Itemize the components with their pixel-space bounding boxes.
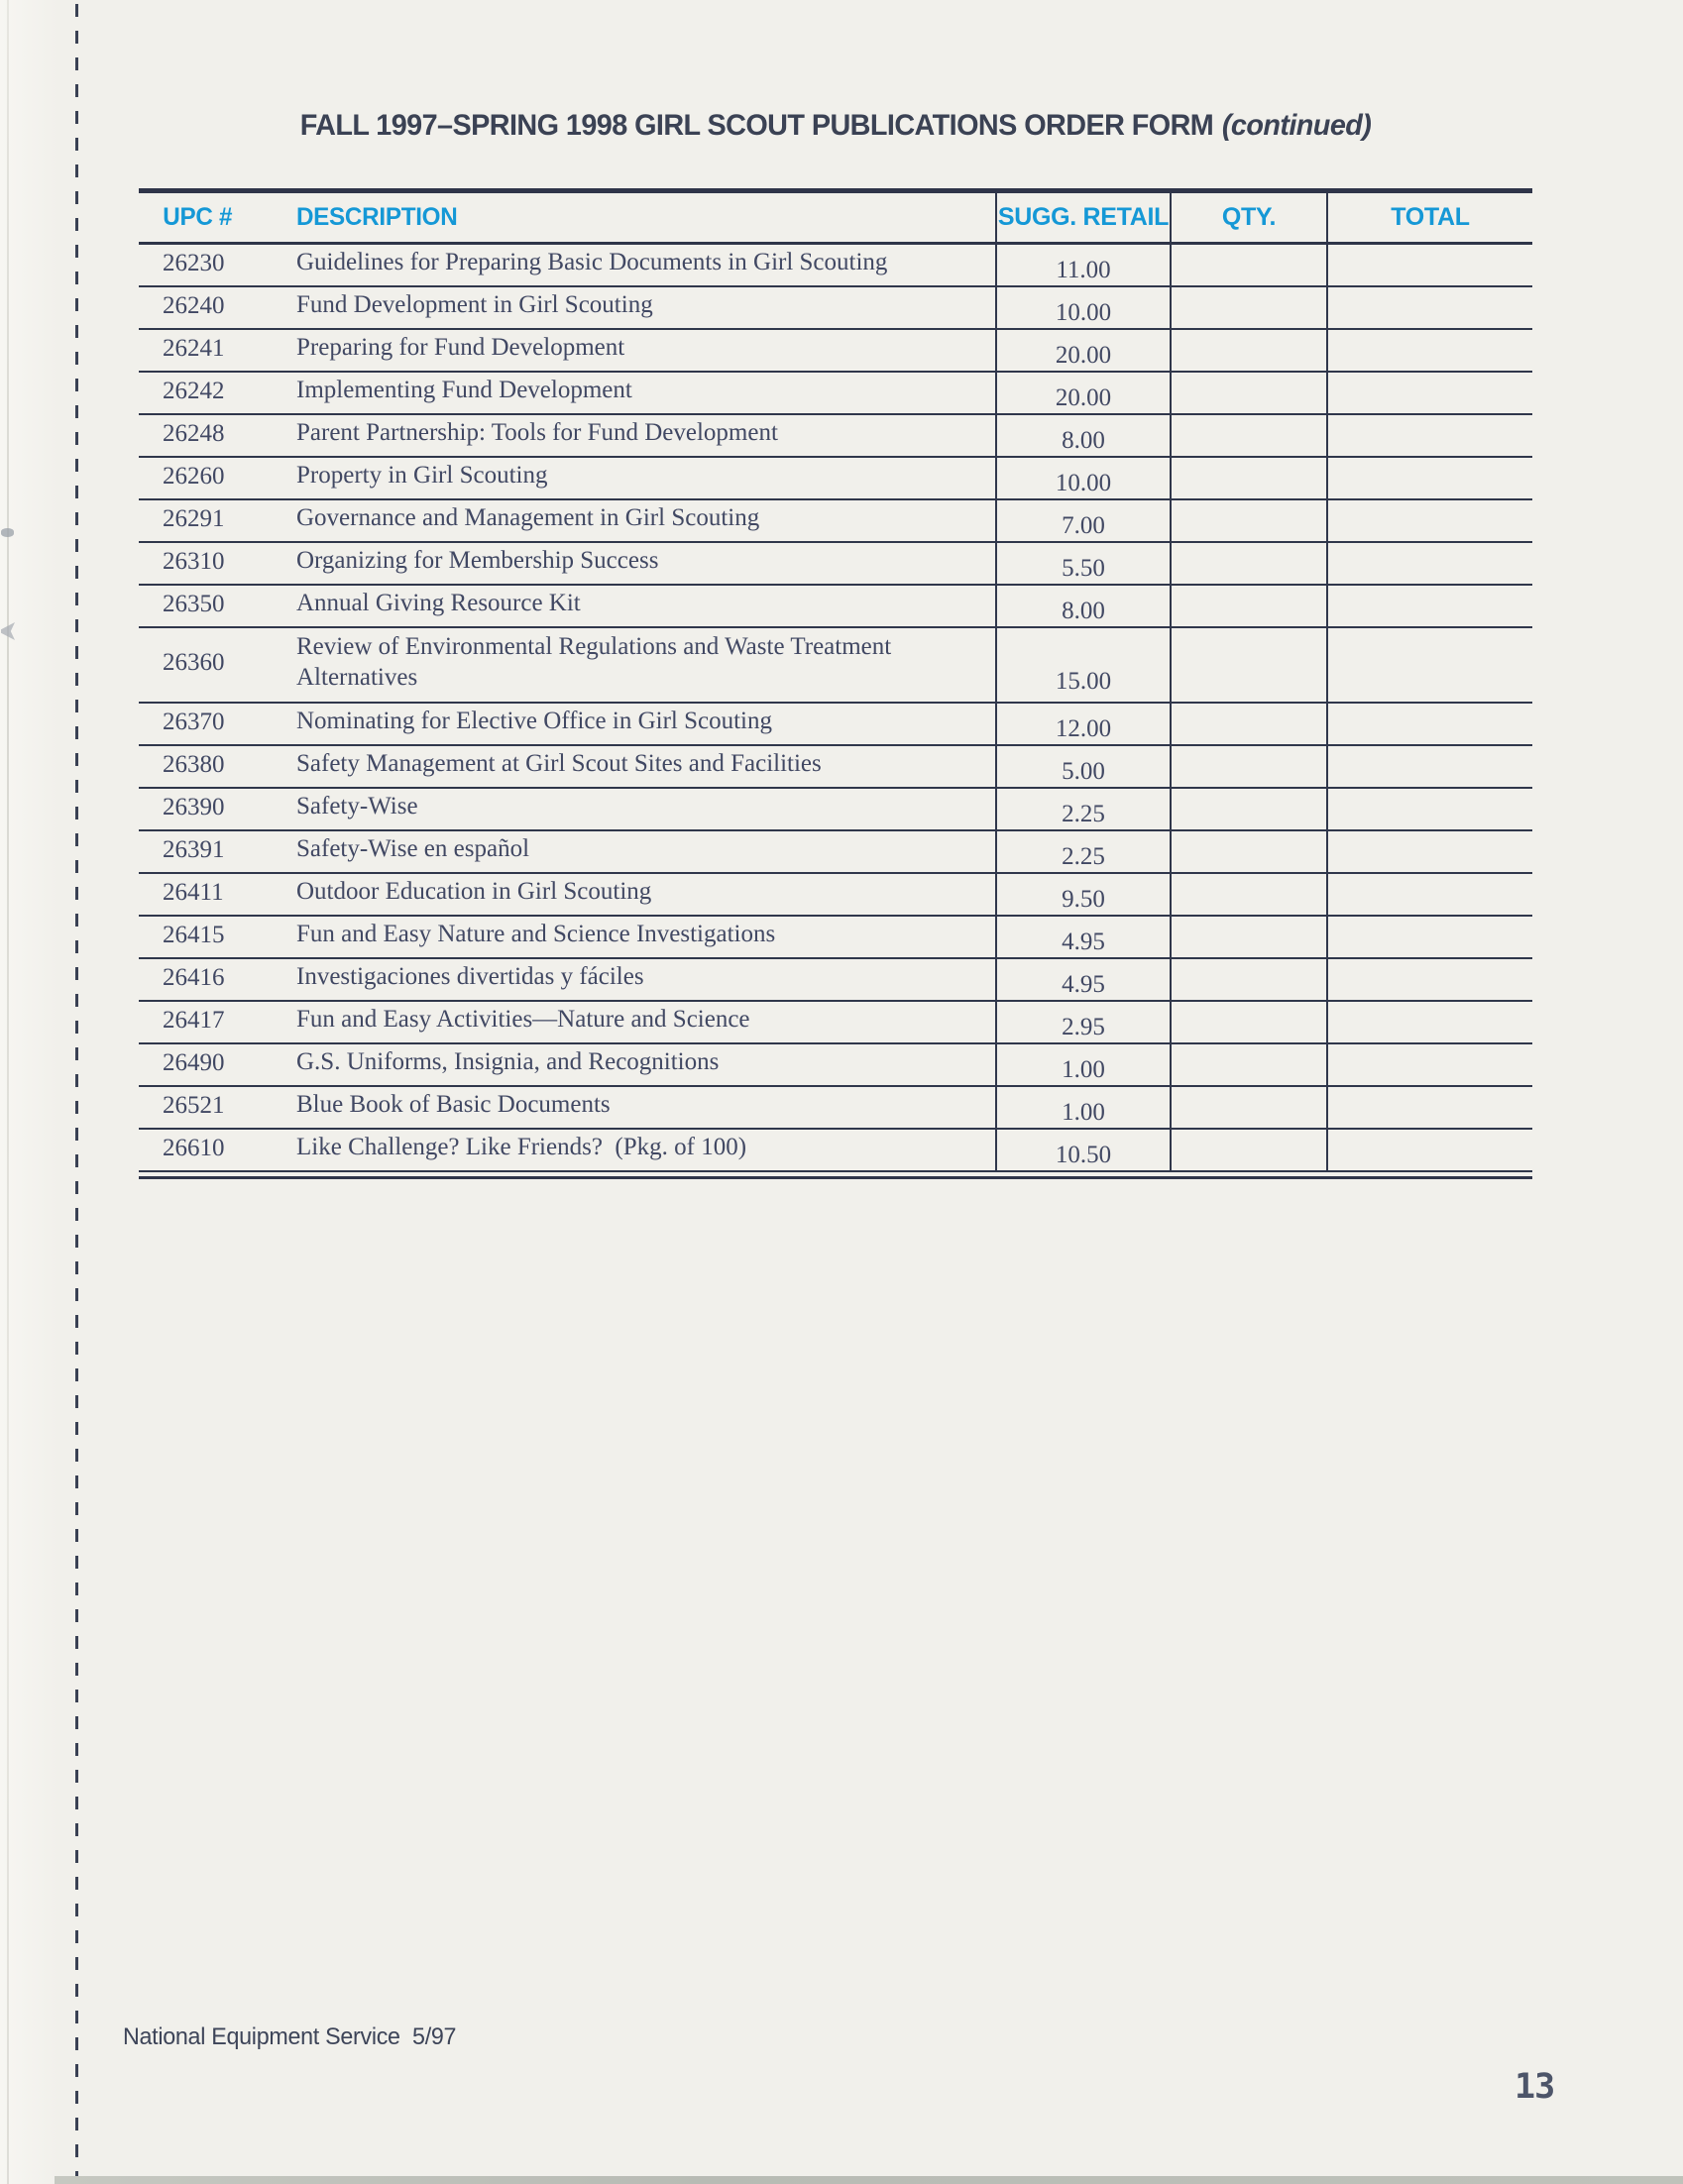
table-row — [139, 831, 1532, 874]
table-row — [139, 330, 1532, 373]
table-row — [139, 628, 1532, 704]
total-cell — [1326, 500, 1532, 541]
total-cell — [1326, 330, 1532, 371]
description-cell: Organizing for Membership Success — [296, 547, 659, 575]
upc-cell: 26248 — [163, 419, 225, 447]
retail-cell: 2.25 — [995, 831, 1170, 872]
page-title — [167, 109, 1505, 143]
table-row — [139, 373, 1532, 415]
description-cell: Safety Management at Girl Scout Sites and Facilities — [296, 750, 822, 778]
total-cell — [1326, 959, 1532, 1000]
scan-artifact — [1, 528, 14, 537]
upc-cell: 26416 — [163, 963, 225, 991]
total-cell — [1326, 415, 1532, 456]
qty-cell — [1170, 500, 1326, 541]
page-title-continued: (continued) — [1221, 109, 1372, 142]
perforation-dashed-line — [75, 4, 78, 2184]
retail-cell: 8.00 — [995, 415, 1170, 456]
description-cell: Governance and Management in Girl Scouting — [296, 504, 760, 532]
retail-cell: 9.50 — [995, 874, 1170, 915]
table-row — [139, 543, 1532, 586]
publications-order-table — [139, 188, 1532, 1179]
upc-cell: 26240 — [163, 291, 225, 319]
retail-cell: 2.25 — [995, 789, 1170, 829]
table-body — [139, 245, 1532, 1172]
qty-cell — [1170, 628, 1326, 702]
qty-cell — [1170, 373, 1326, 413]
upc-cell: 26260 — [163, 462, 225, 490]
upc-cell: 26391 — [163, 835, 225, 863]
table-row — [139, 1087, 1532, 1130]
retail-cell: 2.95 — [995, 1002, 1170, 1042]
table-row — [139, 500, 1532, 543]
qty-cell — [1170, 874, 1326, 915]
description-cell: G.S. Uniforms, Insignia, and Recognitions — [296, 1048, 720, 1076]
upc-cell: 26411 — [163, 878, 224, 906]
total-cell — [1326, 746, 1532, 787]
qty-cell — [1170, 543, 1326, 584]
table-row — [139, 917, 1532, 959]
qty-cell — [1170, 1087, 1326, 1128]
table-row — [139, 586, 1532, 628]
upc-cell: 26380 — [163, 750, 225, 778]
total-cell — [1326, 1130, 1532, 1170]
page-crease-line — [7, 0, 9, 2184]
page-number: 13 — [1515, 2067, 1555, 2107]
total-cell — [1326, 789, 1532, 829]
retail-cell: 15.00 — [995, 628, 1170, 702]
total-cell — [1326, 1044, 1532, 1085]
header-total: TOTAL — [1326, 193, 1532, 242]
upc-cell: 26370 — [163, 708, 225, 735]
qty-cell — [1170, 959, 1326, 1000]
qty-cell — [1170, 458, 1326, 498]
retail-cell: 1.00 — [995, 1044, 1170, 1085]
page-title-main: FALL 1997–SPRING 1998 GIRL SCOUT PUBLICATIONS ORDER FORM — [299, 109, 1214, 142]
header-upc: UPC # — [163, 203, 233, 231]
table-row — [139, 746, 1532, 789]
upc-cell: 26230 — [163, 249, 225, 276]
retail-cell: 12.00 — [995, 704, 1170, 744]
description-cell: Fun and Easy Nature and Science Investigations — [296, 921, 776, 948]
upc-cell: 26241 — [163, 334, 225, 362]
footer-note: National Equipment Service 5/97 — [123, 2023, 457, 2050]
table-row — [139, 874, 1532, 917]
total-cell — [1326, 628, 1532, 702]
total-cell — [1326, 287, 1532, 328]
upc-cell: 26350 — [163, 590, 225, 617]
header-description: DESCRIPTION — [295, 203, 458, 231]
qty-cell — [1170, 287, 1326, 328]
description-cell: Blue Book of Basic Documents — [296, 1091, 611, 1119]
description-cell: Fun and Easy Activities—Nature and Science — [296, 1006, 750, 1034]
description-cell: Parent Partnership: Tools for Fund Development — [296, 419, 778, 447]
retail-cell: 4.95 — [995, 959, 1170, 1000]
header-qty: QTY. — [1170, 193, 1326, 242]
table-row — [139, 704, 1532, 746]
description-cell: Guidelines for Preparing Basic Documents in Girl Scouting — [296, 249, 888, 276]
upc-cell: 26360 — [163, 649, 225, 676]
table-row — [139, 287, 1532, 330]
qty-cell — [1170, 831, 1326, 872]
qty-cell — [1170, 330, 1326, 371]
upc-cell: 26610 — [163, 1134, 225, 1161]
table-row — [139, 1002, 1532, 1044]
qty-cell — [1170, 917, 1326, 957]
description-cell: Like Challenge? Like Friends? (Pkg. of 100) — [296, 1134, 747, 1161]
retail-cell: 5.50 — [995, 543, 1170, 584]
retail-cell: 10.00 — [995, 287, 1170, 328]
total-cell — [1326, 831, 1532, 872]
upc-cell: 26310 — [163, 547, 225, 575]
qty-cell — [1170, 1130, 1326, 1170]
retail-cell: 8.00 — [995, 586, 1170, 626]
table-bottom-double-rule — [139, 1176, 1532, 1179]
description-cell: Outdoor Education in Girl Scouting — [296, 878, 652, 906]
description-cell: Safety-Wise — [296, 793, 418, 820]
total-cell — [1326, 245, 1532, 285]
qty-cell — [1170, 746, 1326, 787]
table-header-row — [139, 188, 1532, 245]
retail-cell: 10.00 — [995, 458, 1170, 498]
table-row — [139, 458, 1532, 500]
description-cell: Review of Environmental Regulations and Waste Treatment Alternatives — [296, 633, 897, 691]
upc-cell: 26417 — [163, 1006, 225, 1034]
upc-cell: 26242 — [163, 377, 225, 404]
total-cell — [1326, 586, 1532, 626]
table-row — [139, 959, 1532, 1002]
description-cell: Implementing Fund Development — [296, 377, 632, 404]
table-row — [139, 789, 1532, 831]
total-cell — [1326, 874, 1532, 915]
retail-cell: 1.00 — [995, 1087, 1170, 1128]
total-cell — [1326, 373, 1532, 413]
description-cell: Investigaciones divertidas y fáciles — [296, 963, 644, 991]
table-row — [139, 415, 1532, 458]
qty-cell — [1170, 245, 1326, 285]
upc-cell: 26490 — [163, 1048, 225, 1076]
retail-cell: 4.95 — [995, 917, 1170, 957]
qty-cell — [1170, 1002, 1326, 1042]
upc-cell: 26521 — [163, 1091, 225, 1119]
qty-cell — [1170, 789, 1326, 829]
description-cell: Nominating for Elective Office in Girl Scouting — [296, 708, 772, 735]
retail-cell: 7.00 — [995, 500, 1170, 541]
qty-cell — [1170, 586, 1326, 626]
total-cell — [1326, 458, 1532, 498]
table-row — [139, 1130, 1532, 1172]
header-sugg-retail: SUGG. RETAIL — [995, 193, 1170, 242]
qty-cell — [1170, 704, 1326, 744]
retail-cell: 11.00 — [995, 245, 1170, 285]
description-cell: Fund Development in Girl Scouting — [296, 291, 653, 319]
scan-bottom-edge-band — [55, 2176, 1683, 2184]
upc-cell: 26390 — [163, 793, 225, 820]
retail-cell: 10.50 — [995, 1130, 1170, 1170]
qty-cell — [1170, 415, 1326, 456]
description-cell: Property in Girl Scouting — [296, 462, 548, 490]
total-cell — [1326, 1087, 1532, 1128]
upc-cell: 26291 — [163, 504, 225, 532]
upc-cell: 26415 — [163, 921, 225, 948]
description-cell: Preparing for Fund Development — [296, 334, 625, 362]
table-row — [139, 1044, 1532, 1087]
retail-cell: 5.00 — [995, 746, 1170, 787]
total-cell — [1326, 704, 1532, 744]
total-cell — [1326, 1002, 1532, 1042]
table-row — [139, 245, 1532, 287]
retail-cell: 20.00 — [995, 373, 1170, 413]
total-cell — [1326, 917, 1532, 957]
total-cell — [1326, 543, 1532, 584]
qty-cell — [1170, 1044, 1326, 1085]
retail-cell: 20.00 — [995, 330, 1170, 371]
description-cell: Safety-Wise en español — [296, 835, 530, 863]
description-cell: Annual Giving Resource Kit — [296, 590, 581, 617]
